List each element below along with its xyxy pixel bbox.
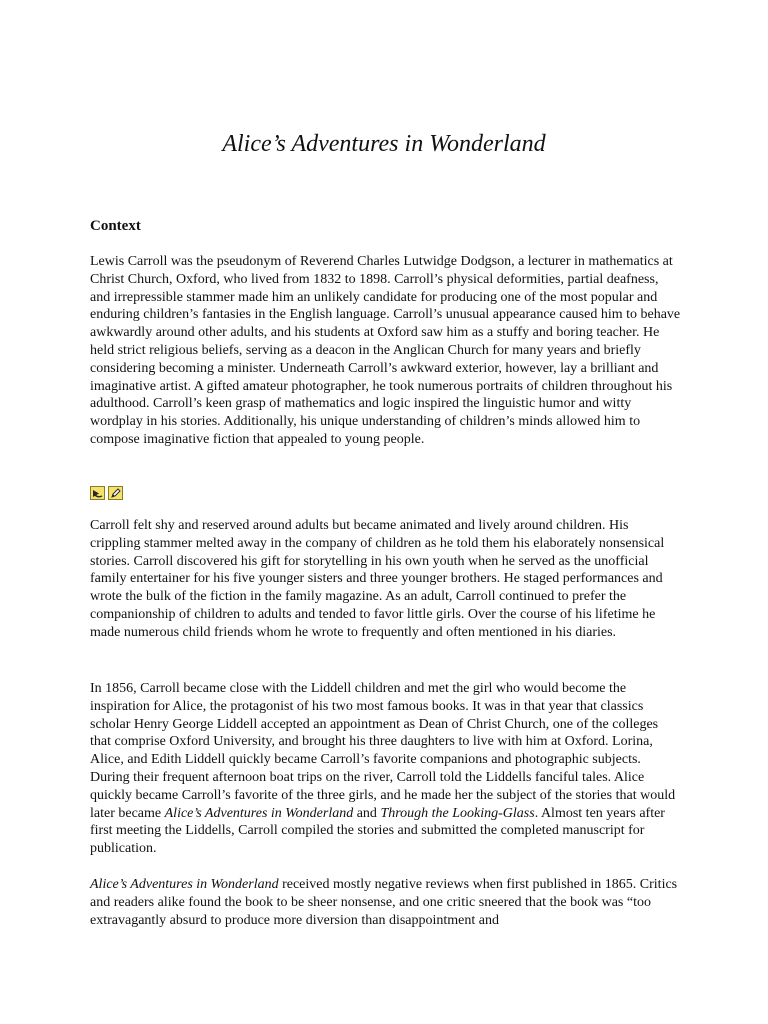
paragraph-3-text-c: . Almost ten years after first meeting the Liddells, Carroll compiled the stories and submitted the completed manuscript for publication.: [90, 805, 665, 857]
document-title: Alice’s Adventures in Wonderland: [222, 131, 546, 157]
book-title-alice: Alice’s Adventures in Wonderland: [164, 805, 354, 821]
book-title-looking-glass: Through the Looking-Glass: [380, 805, 535, 821]
paragraph-3-text-a: In 1856, Carroll became close with the Liddell children and met the girl who would become the inspiration for Alice, the protagonist of his two most famous books. It was in that year that classics scholar Henry George Liddell accepted an appointment as Dean of Christ Church, one of the colleges that comprise Oxford University, and brought his three daughters to live with him at Oxford. Lorina, Alice, and Edith Liddell quickly became Carroll’s favorite companions and photographic subjects. During their frequent afternoon boat trips on the river, Carroll told the Liddells fanciful tales. Alice quickly became Carroll’s favorite of the three girls, and he made her the subject of the stories that would later became: [90, 681, 676, 821]
paragraph-4: [90, 876, 682, 929]
section-heading: Context: [90, 218, 141, 234]
paragraph-2: Carroll felt shy and reserved around adults but became animated and lively around children. His crippling stammer melted away in the company of children as he told them his elaborately nonsensical stories. Carroll discovered his gift for storytelling in his own youth when he served as the unofficial family entertainer for his five younger sisters and three younger brothers. He staged performances and wrote the bulk of the fiction in the family magazine. As an adult, Carroll continued to prefer the companionship of children to adults and tended to favor little girls. Over the course of his lifetime he made numerous child friends whom he wrote to frequently and often mentioned in his diaries.: [90, 518, 665, 640]
book-title-alice-2: Alice’s Adventures in Wonderland: [90, 877, 279, 892]
paragraph-4-text-a: received mostly negative reviews when first published in 1865. Critics and readers alike found the book to be sheer nonsense, and one critic sneered that the book was “too extravagantly absurd to produce more diversion than disappointment and: [90, 877, 678, 928]
paragraph-3: [90, 680, 682, 858]
arrow-icon[interactable]: [90, 486, 105, 500]
paragraph-3-text-b: and: [353, 805, 381, 821]
inline-toolbar: [90, 486, 123, 501]
paragraph-1: Lewis Carroll was the pseudonym of Reverend Charles Lutwidge Dodgson, a lecturer in mathematics at Christ Church, Oxford, who lived from 1832 to 1898. Carroll’s physical deformities, partial deafness, and irrepressible stammer made him an unlikely candidate for producing one of the most popular and enduring children’s fantasies in the English language. Carroll’s unusual appearance caused him to behave awkwardly around other adults, and his students at Oxford saw him as a stuffy and boring teacher. He held strict religious beliefs, serving as a deacon in the Anglican Church for many years and briefly considering becoming a minister. Underneath Carroll’s awkward exterior, however, lay a brilliant and imaginative artist. A gifted amateur photographer, he took numerous portraits of children throughout his adulthood. Carroll’s keen grasp of mathematics and logic inspired the linguistic humor and witty wordplay in his stories. Additionally, his unique understanding of children’s minds allowed him to compose imaginative fiction that appealed to young people.: [90, 254, 681, 447]
pencil-icon[interactable]: [108, 486, 123, 500]
